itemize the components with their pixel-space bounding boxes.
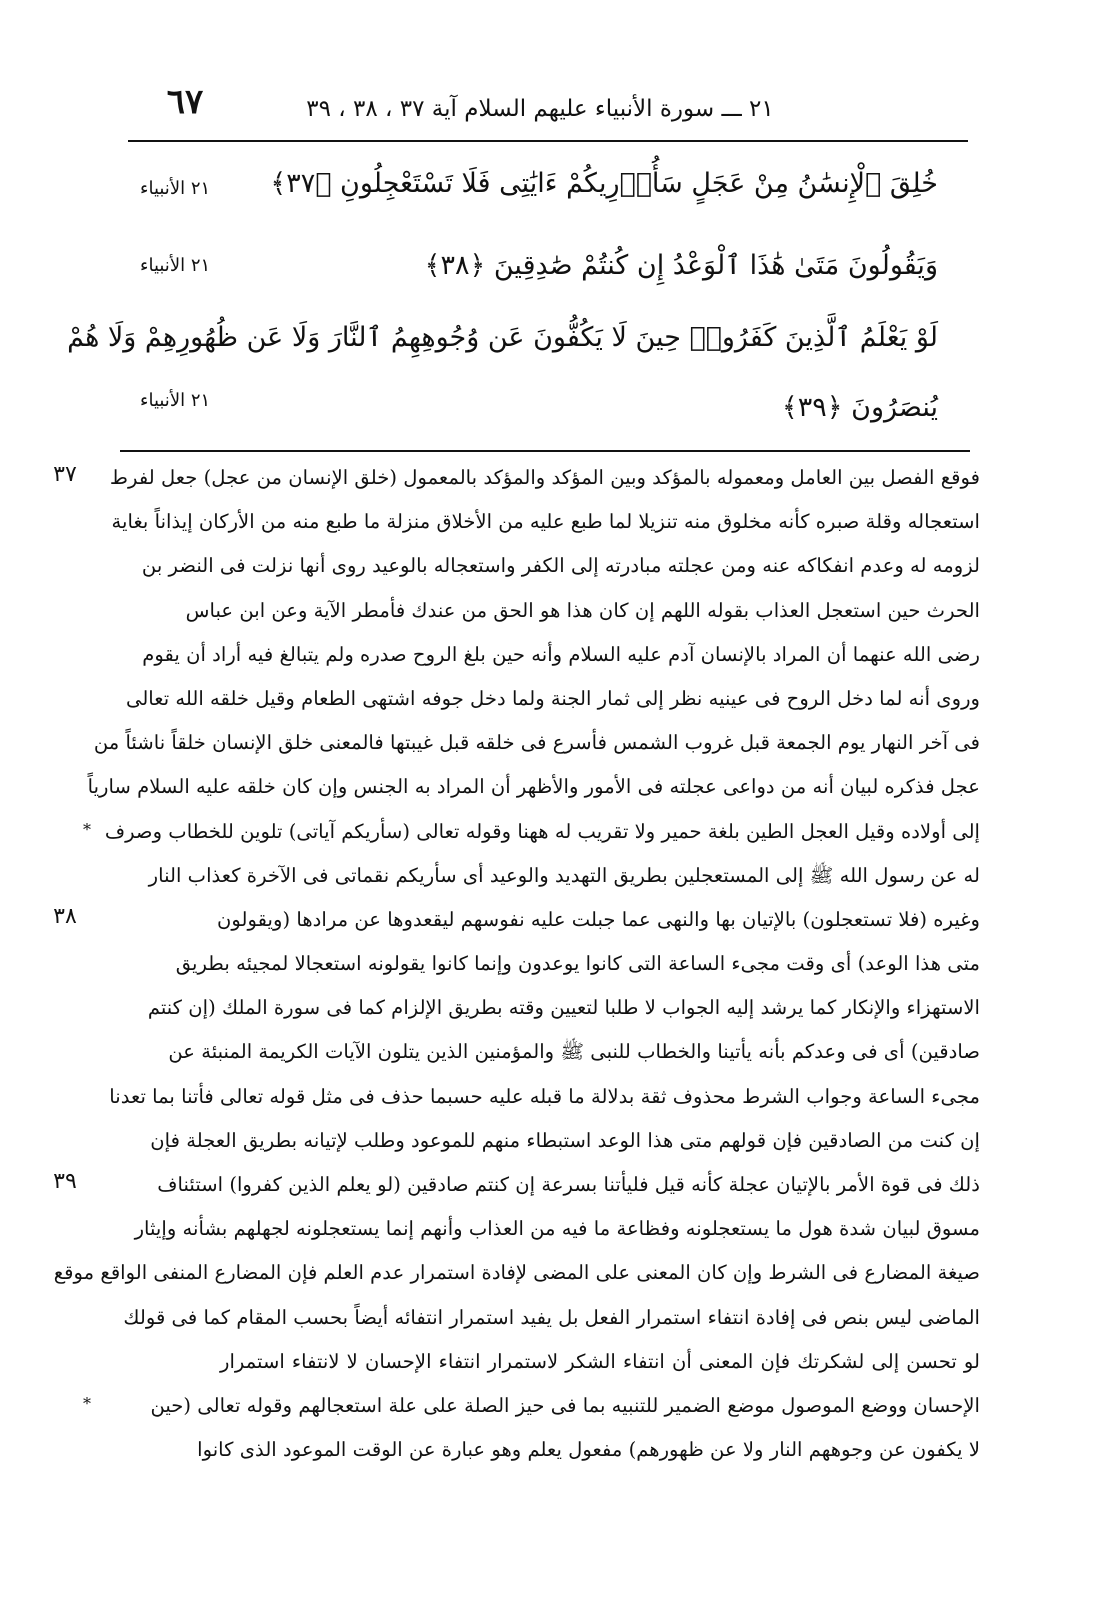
commentary-line: متى هذا الوعد) أى وقت مجىء الساعة التى كانوا يوعدون وإنما كانوا يقولونه استعجالا لمجيئه بطريق xyxy=(175,952,980,976)
section-rule xyxy=(120,450,970,452)
commentary-line: لزومه له وعدم انفكاكه عنه ومن عجلته مبادرته إلى الكفر واستعجاله بالوعيد روى أنها نزلت فى النضر بن xyxy=(141,554,980,578)
header-rule xyxy=(128,140,968,142)
margin-asterisk: * xyxy=(83,1394,91,1414)
verse-39-reference: ٢١ الأنبياء xyxy=(140,390,211,411)
verse-38-reference: ٢١ الأنبياء xyxy=(140,255,211,276)
commentary-line: الإحسان ووضع الموصول موضع الضمير للتنبيه بما فى حيز الصلة على علة استعجالهم وقوله تعالى (حين xyxy=(150,1393,980,1417)
verse-37-reference: ٢١ الأنبياء xyxy=(140,178,211,199)
margin-verse-number: ٣٩ xyxy=(53,1169,77,1195)
commentary-line: لو تحسن إلى لشكرتك فإن المعنى أن انتفاء الشكر لاستمرار انتفاء الإحسان لا لانتفاء استمرار xyxy=(220,1349,980,1373)
commentary-line: صيغة المضارع فى الشرط وإن كان المعنى على المضى لإفادة استمرار عدم العلم فإن المضارع المنفى الواقع موقع xyxy=(53,1261,980,1285)
margin-verse-number: ٣٨ xyxy=(53,904,77,929)
commentary-line: مسوق لبيان شدة هول ما يستعجلونه وفظاعة ما فيه من العذاب وأنهم إنما يستعجلونه لجهلهم بشأنه وإيثار xyxy=(134,1217,980,1241)
commentary-line: وغيره (فلا تستعجلون) بالإتيان بها والنهى عما جبلت عليه نفوسهم ليقعدوها عن مرادها (ويقولون xyxy=(217,907,980,931)
verse-39-line-1: لَوْ يَعْلَمُ ٱلَّذِينَ كَفَرُوا۟ حِينَ لَا يَكُفُّونَ عَن وُجُوهِهِمُ ٱلنَّارَ وَلَا عَن ظُهُورِهِمْ وَلَا هُمْ xyxy=(67,322,938,353)
commentary-line: وروى أنه لما دخل الروح فى عينيه نظر إلى ثمار الجنة ولما دخل جوفه اشتهى الطعام وقيل خلقه الله تعالى xyxy=(125,686,980,710)
verse-38: وَيَقُولُونَ مَتَىٰ هَٰذَا ٱلْوَعْدُ إِن كُنتُمْ صَٰدِقِينَ ﴿٣٨﴾ xyxy=(424,250,938,281)
commentary-line: الماضى ليس بنص فى إفادة انتفاء استمرار الفعل بل يفيد استمرار انتفائه أيضاً بحسب المقام كما فى قولك xyxy=(123,1305,980,1329)
commentary-line: الاستهزاء والإنكار كما يرشد إليه الجواب لا طلبا لتعيين وقته بطريق الإلزام كما فى سورة الملك (إن كنتم xyxy=(147,996,980,1020)
commentary-line: إلى أولاده وقيل العجل الطين بلغة حمير ولا تقريب له ههنا وقوله تعالى (سأريكم آياتى) تلوين للخطاب وصرف xyxy=(104,819,980,843)
commentary-line: فى آخر النهار يوم الجمعة قبل غروب الشمس فأسرع فى خلقه قبل غيبتها فالمعنى خلق الإنسان خلقاً ناشئاً من xyxy=(93,731,980,755)
verse-37: خُلِقَ ٱلْإِنسَٰنُ مِنْ عَجَلٍ سَأُو۟رِيكُمْ ءَايَٰتِى فَلَا تَسْتَعْجِلُونِ ﴿٣٧﴾ xyxy=(270,168,938,199)
commentary-line: إن كنت من الصادقين فإن قولهم متى هذا الوعد استبطاء منهم للموعود وطلب لإتيانه بطريق العجلة فإن xyxy=(150,1128,980,1152)
running-head: ٢١ ـــ سورة الأنبياء عليهم السلام آية ٣٧ ، ٣٨ ، ٣٩ xyxy=(306,96,774,122)
commentary-line: رضى الله عنهما أن المراد بالإنسان آدم عليه السلام وأنه حين بلغ الروح صدره ولم يتبالغ فيه أراد أن يقوم xyxy=(142,642,980,666)
commentary-line: مجىء الساعة وجواب الشرط محذوف ثقة بدلالة ما قبله عليه حسبما حذف فى مثل قوله تعالى فأتنا بما تعدنا xyxy=(109,1084,980,1108)
commentary-line: ذلك فى قوة الأمر بالإتيان عجلة كأنه قيل فليأتنا بسرعة إن كنتم صادقين (لو يعلم الذين كفروا) استئناف xyxy=(157,1173,980,1196)
commentary-line: فوقع الفصل بين العامل ومعموله بالمؤكد وبين المؤكد والمؤكد بالمعمول (خلق الإنسان من عجل) جعل لفرط xyxy=(109,466,980,489)
commentary-line: الحرث حين استعجل العذاب بقوله اللهم إن كان هذا هو الحق من عندك فأمطر الآية وعن ابن عباس xyxy=(185,598,980,622)
margin-verse-number: ٣٧ xyxy=(53,462,77,487)
commentary-line: عجل فذكره لبيان أنه من دواعى عجلته فى الأمور والأظهر أن المراد به الجنس وإن كان خلقه عليه السلام سارياً xyxy=(87,775,980,799)
margin-asterisk: * xyxy=(83,819,91,839)
page-number: ٦٧ xyxy=(166,82,204,122)
commentary-line: صادقين) أى فى وعدكم بأنه يأتينا والخطاب للنبى ﷺ والمؤمنين الذين يتلون الآيات الكريمة المنبئة عن xyxy=(168,1040,980,1064)
commentary-line: لا يكفون عن وجوههم النار ولا عن ظهورهم) مفعول يعلم وهو عبارة عن الوقت الموعود الذى كانوا xyxy=(197,1438,980,1462)
commentary-line: له عن رسول الله ﷺ إلى المستعجلين بطريق التهديد والوعيد أى سأريكم نقماتى فى الآخرة كعذاب النار xyxy=(148,863,980,887)
verse-39-line-2: يُنصَرُونَ ﴿٣٩﴾ xyxy=(781,392,938,423)
commentary-line: استعجاله وقلة صبره كأنه مخلوق منه تنزيلا لما طبع عليه من الأخلاق منزلة ما طبع منه من الأركان إيذاناً بغاية xyxy=(111,510,980,534)
